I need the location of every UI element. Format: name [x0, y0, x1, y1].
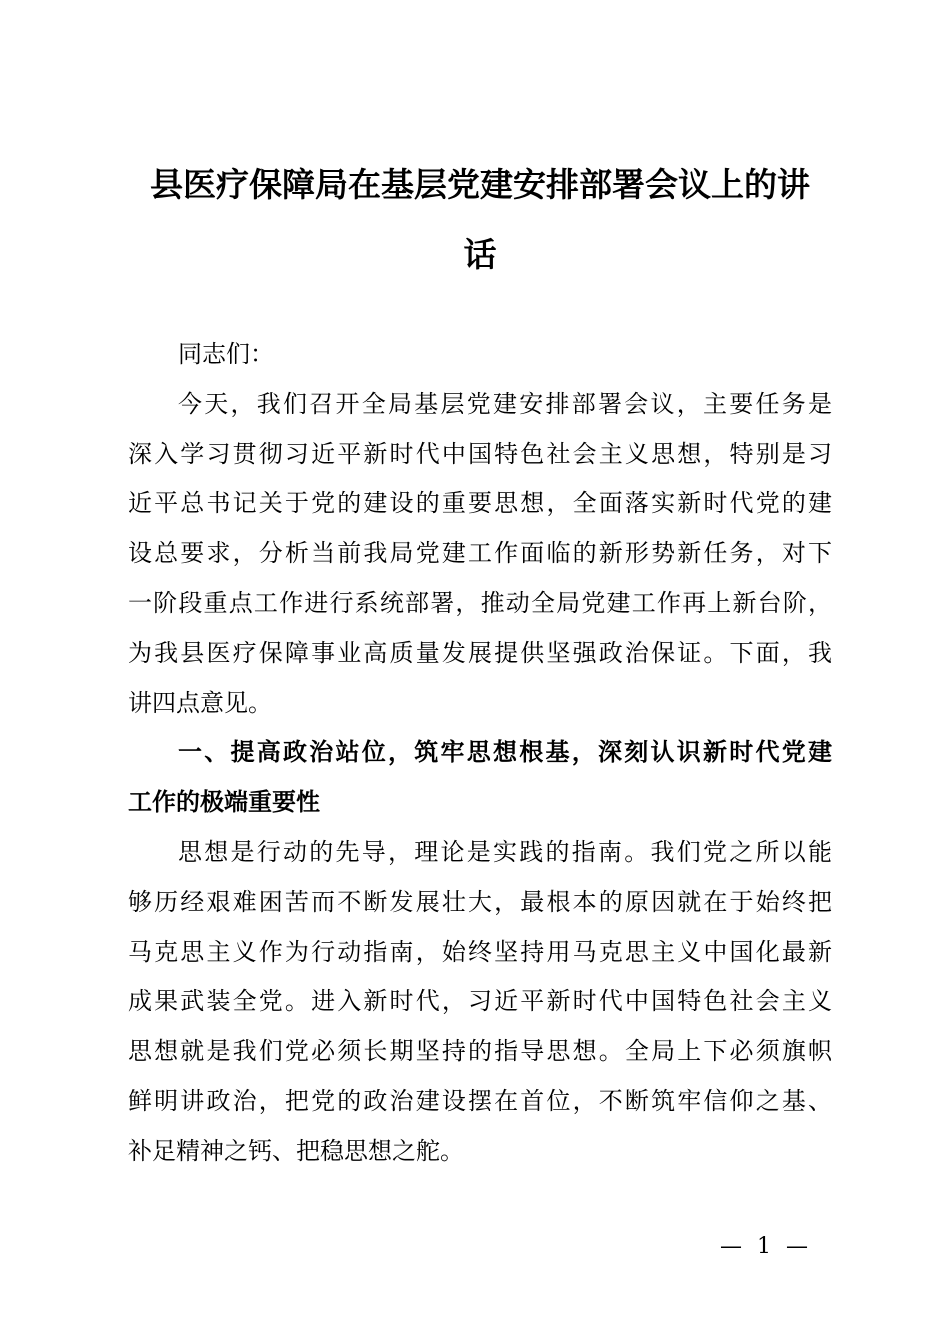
title-line: 话 — [463, 235, 497, 274]
paragraph-section-1 — [128, 828, 832, 1177]
heading-line: 工作的极端重要性 — [128, 788, 320, 817]
document-title — [110, 150, 850, 290]
text-line: 为我县医疗保障事业高质量发展提供坚强政治保证。下面，我 — [128, 638, 832, 667]
text-line: 今天，我们召开全局基层党建安排部署会议，主要任务是 — [178, 389, 832, 418]
document-body — [128, 330, 832, 1177]
text-line: 思想就是我们党必须长期坚持的指导思想。全局上下必须旗帜 — [128, 1037, 832, 1066]
text-line: 够历经艰难困苦而不断发展壮大，最根本的原因就在于始终把 — [128, 887, 832, 916]
text-line: 补足精神之钙、把稳思想之舵。 — [128, 1136, 464, 1165]
text-line: 一阶段重点工作进行系统部署，推动全局党建工作再上新台阶， — [128, 588, 832, 617]
text-line: 设总要求，分析当前我局党建工作面临的新形势新任务，对下 — [128, 539, 832, 568]
heading-line: 一、提高政治站位，筑牢思想根基，深刻认识新时代党建 — [178, 738, 832, 767]
text-line: 鲜明讲政治，把党的政治建设摆在首位，不断筑牢信仰之基、 — [128, 1086, 832, 1115]
text-line: 成果武装全党。进入新时代，习近平新时代中国特色社会主义 — [128, 987, 832, 1016]
page-number: — 1 — — [720, 1234, 812, 1259]
text-line: 马克思主义作为行动指南，始终坚持用马克思主义中国化最新 — [128, 937, 832, 966]
text-line: 深入学习贯彻习近平新时代中国特色社会主义思想，特别是习 — [128, 439, 832, 468]
text-line: 思想是行动的先导，理论是实践的指南。我们党之所以能 — [178, 837, 832, 866]
paragraph-intro — [128, 380, 832, 729]
text-line: 近平总书记关于党的建设的重要思想，全面落实新时代党的建 — [128, 489, 832, 518]
section-heading-1 — [128, 728, 832, 828]
title-line: 县医疗保障局在基层党建安排部署会议上的讲 — [150, 165, 810, 204]
salutation: 同志们： — [178, 340, 274, 368]
text-line: 讲四点意见。 — [128, 688, 272, 717]
